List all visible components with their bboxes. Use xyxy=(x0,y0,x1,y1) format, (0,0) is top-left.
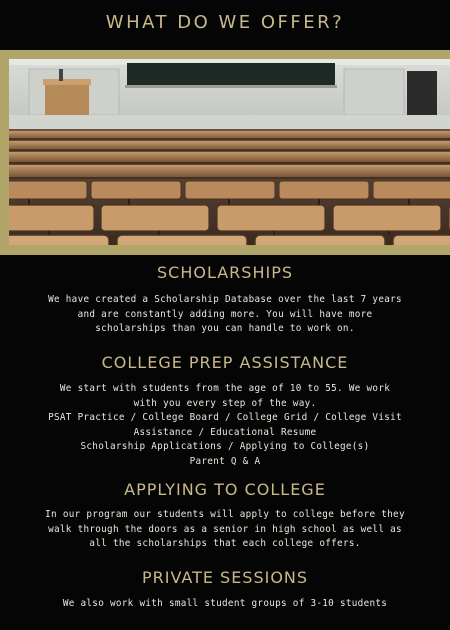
section-heading-college-prep: COLLEGE PREP ASSISTANCE xyxy=(101,353,349,372)
text-line: Parent Q & A xyxy=(189,455,261,467)
section-text-private-sessions xyxy=(30,597,420,612)
text-line: We have created a Scholarship Database over the last 7 years xyxy=(48,294,402,305)
text-line: and are constantly adding more. You will have more xyxy=(77,308,373,320)
section-heading-scholarships: SCHOLARSHIPS xyxy=(156,263,293,282)
text-line: PSAT Practice / College Board / College Grid / College Visit xyxy=(48,412,402,423)
text-line: Assistance / Educational Resume xyxy=(133,426,317,438)
section-text-college-prep xyxy=(30,382,420,469)
lecture-hall-photo xyxy=(9,59,450,245)
photo-frame xyxy=(0,50,450,255)
section-text-scholarships xyxy=(30,293,420,337)
text-line: walk through the doors as a senior in high school as well as xyxy=(48,523,402,535)
section-text-applying xyxy=(30,508,420,552)
text-line: with you every step of the way. xyxy=(133,397,317,409)
text-line: Scholarship Applications / Applying to College(s) xyxy=(80,441,370,452)
text-line: In our program our students will apply to college before they xyxy=(45,509,405,520)
page-title: WHAT DO WE OFFER? xyxy=(105,12,345,33)
text-line: all the scholarships that each college offers. xyxy=(89,538,361,549)
text-line: scholarships than you can handle to work on. xyxy=(95,323,355,334)
section-heading-applying: APPLYING TO COLLEGE xyxy=(124,480,326,499)
text-line: We start with students from the age of 10 to 55. We work xyxy=(59,383,391,394)
text-line: We also work with small student groups of 3-10 students xyxy=(62,598,388,609)
section-heading-private-sessions: PRIVATE SESSIONS xyxy=(141,568,309,587)
